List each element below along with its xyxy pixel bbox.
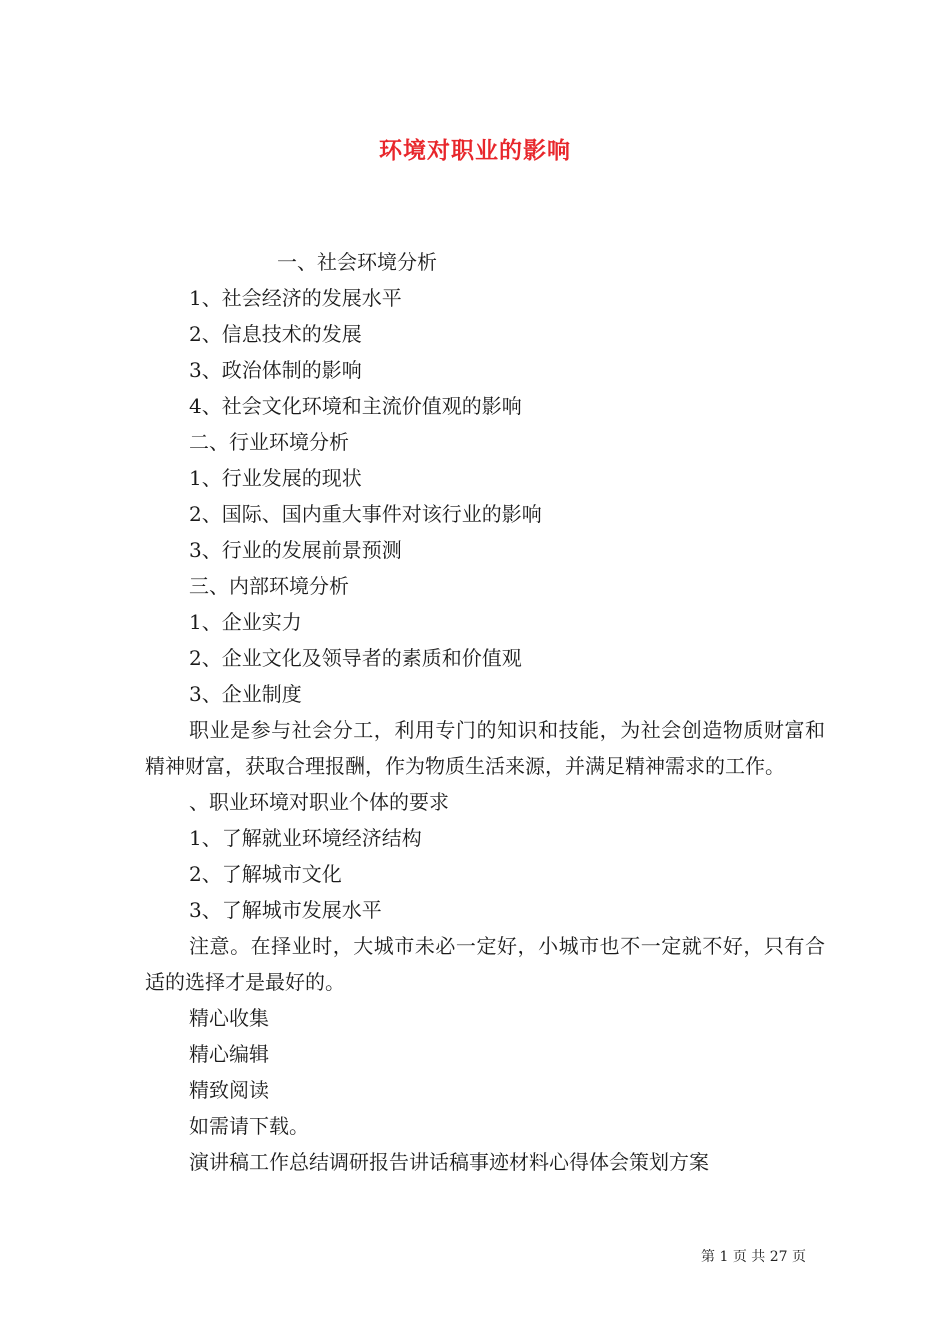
section-heading: 二、行业环境分析: [189, 430, 349, 454]
closing-line: 精心编辑: [189, 1042, 269, 1066]
list-item: 3、行业的发展前景预测: [189, 538, 402, 562]
list-item: 1、社会经济的发展水平: [189, 286, 402, 310]
list-item: 3、政治体制的影响: [189, 358, 362, 382]
list-item: 2、信息技术的发展: [189, 322, 362, 346]
list-item: 3、了解城市发展水平: [189, 898, 382, 922]
page-number: 第 1 页 共 27 页: [701, 1249, 806, 1265]
list-item: 3、企业制度: [189, 682, 302, 706]
document-body: [145, 244, 825, 1180]
list-item: 4、社会文化环境和主流价值观的影响: [189, 394, 522, 418]
closing-line: 如需请下载。: [189, 1114, 309, 1138]
list-item: 2、了解城市文化: [189, 862, 342, 886]
closing-line: 精心收集: [189, 1006, 269, 1030]
section-heading: 三、内部环境分析: [189, 574, 349, 598]
list-item: 2、企业文化及领导者的素质和价值观: [189, 646, 522, 670]
list-item: 1、企业实力: [189, 610, 302, 634]
section-heading: 、职业环境对职业个体的要求: [189, 790, 449, 814]
list-item: 1、了解就业环境经济结构: [189, 826, 422, 850]
closing-line: 演讲稿工作总结调研报告讲话稿事迹材料心得体会策划方案: [189, 1150, 709, 1174]
page-title: 环境对职业的影响: [379, 137, 571, 164]
note-paragraph: 注意。在择业时，大城市未必一定好，小城市也不一定就不好，只有合适的选择才是最好的。: [145, 934, 825, 994]
definition-paragraph: 职业是参与社会分工，利用专门的知识和技能，为社会创造物质财富和精神财富，获取合理报酬，作为物质生活来源，并满足精神需求的工作。: [145, 718, 825, 778]
closing-line: 精致阅读: [189, 1078, 269, 1102]
list-item: 1、行业发展的现状: [189, 466, 362, 490]
section-heading: 一、社会环境分析: [277, 250, 437, 274]
list-item: 2、国际、国内重大事件对该行业的影响: [189, 502, 542, 526]
